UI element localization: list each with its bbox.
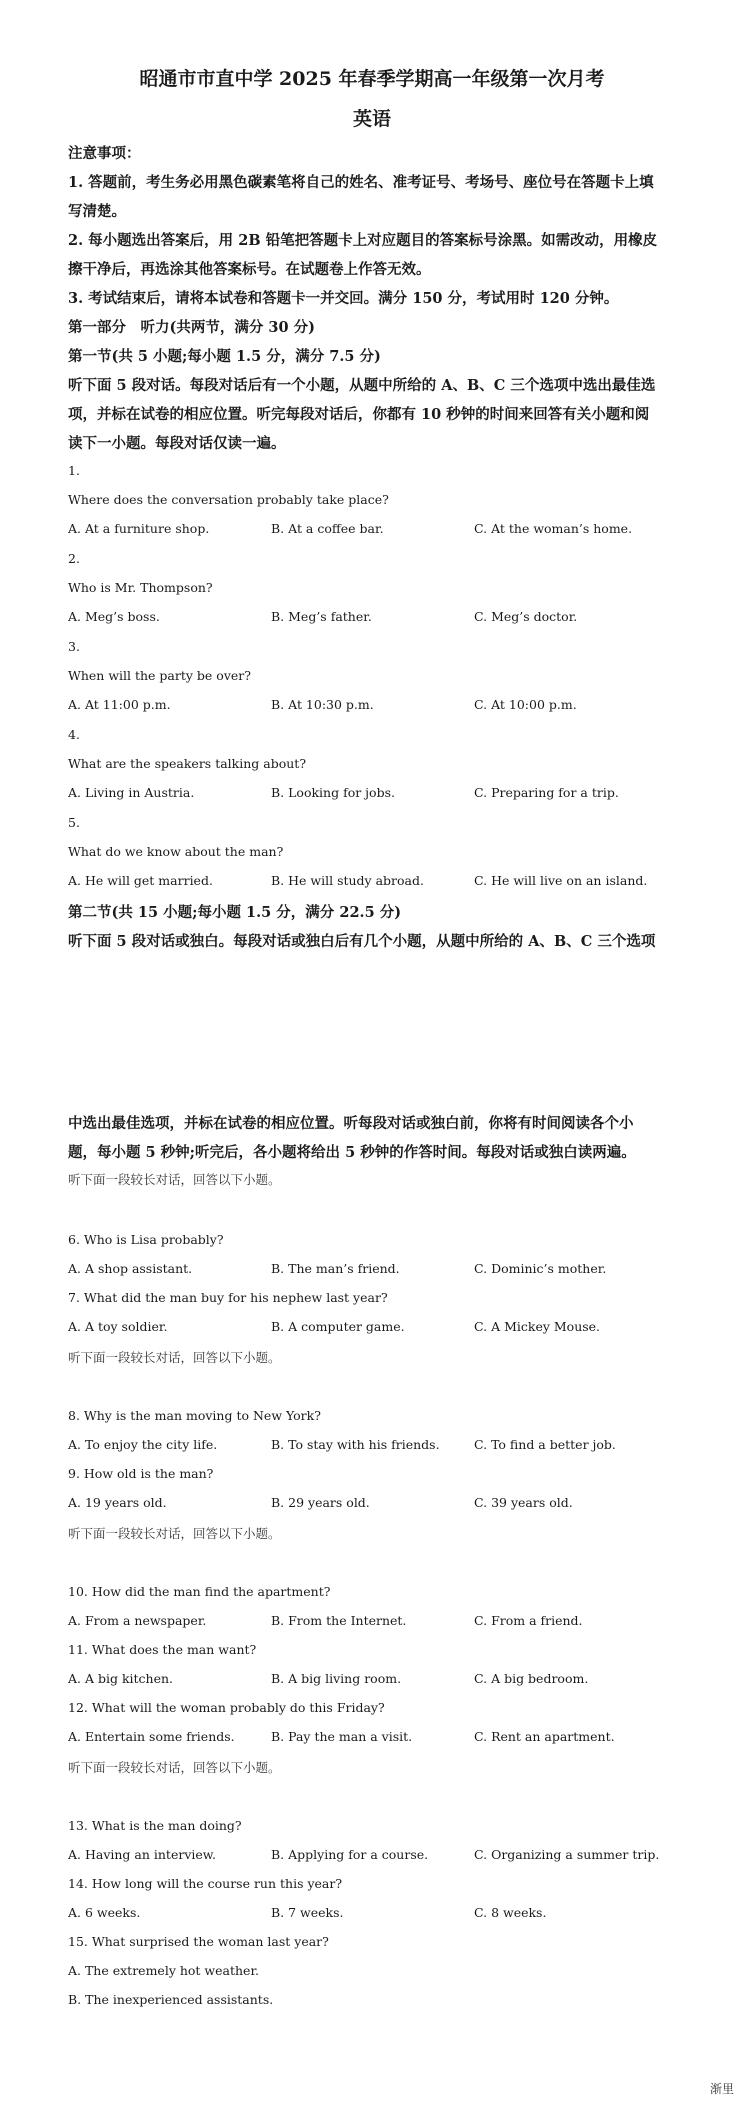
- option-a: A. 6 weeks.: [68, 1905, 141, 1920]
- question-text: What do we know about the man?: [68, 844, 284, 859]
- notice-line: 3. 考试结束后，请将本试卷和答题卡一并交回。满分 150 分，考试用时 120 分钟。: [68, 290, 619, 307]
- section2-directions: 题，每小题 5 秒钟;听完后，各小题将给出 5 秒钟的作答时间。每段对话或独白读两遍。: [68, 1144, 636, 1161]
- question-options: [68, 1495, 688, 1513]
- option-b: B. Applying for a course.: [271, 1847, 429, 1862]
- option-b: B. 7 weeks.: [271, 1905, 344, 1920]
- option-c: C. Organizing a summer trip.: [474, 1847, 660, 1862]
- section2-directions: 听下面 5 段对话或独白。每段对话或独白后有几个小题，从题中所给的 A、B、C 三个选项: [68, 933, 656, 950]
- notice-line: 写清楚。: [68, 203, 126, 220]
- question-options: [68, 873, 688, 891]
- option-b: B. The inexperienced assistants.: [68, 1992, 274, 2007]
- option-c: C. To find a better job.: [474, 1437, 616, 1452]
- option-a: A. To enjoy the city life.: [68, 1437, 218, 1452]
- option-a: A. A shop assistant.: [68, 1261, 193, 1276]
- option-a: A. Meg’s boss.: [68, 609, 160, 624]
- option-a: A. Having an interview.: [68, 1847, 216, 1862]
- section1-heading: 第一节(共 5 小题;每小题 1.5 分，满分 7.5 分): [68, 348, 381, 365]
- option-a: A. A big kitchen.: [68, 1671, 174, 1686]
- option-b: B. At 10:30 p.m.: [271, 697, 374, 712]
- section1-directions: 听下面 5 段对话。每段对话后有一个小题，从题中所给的 A、B、C 三个选项中选出最佳选: [68, 377, 656, 394]
- question-number: 1.: [68, 463, 80, 478]
- option-b: B. From the Internet.: [271, 1613, 407, 1628]
- option-b: B. He will study abroad.: [271, 873, 424, 888]
- question-options: [68, 1905, 688, 1923]
- question-number: 5.: [68, 815, 80, 830]
- question-options: [68, 1319, 688, 1337]
- option-c: C. A big bedroom.: [474, 1671, 589, 1686]
- option-b: B. A computer game.: [271, 1319, 405, 1334]
- question-text: 11. What does the man want?: [68, 1642, 257, 1657]
- option-b: B. 29 years old.: [271, 1495, 370, 1510]
- option-b: B. A big living room.: [271, 1671, 402, 1686]
- option-a: A. A toy soldier.: [68, 1319, 168, 1334]
- question-text: 15. What surprised the woman last year?: [68, 1934, 329, 1949]
- option-a: A. Living in Austria.: [68, 785, 195, 800]
- question-options: [68, 1437, 688, 1455]
- question-number: 2.: [68, 551, 80, 566]
- question-number: 4.: [68, 727, 80, 742]
- option-b: B. To stay with his friends.: [271, 1437, 440, 1452]
- part1-heading: 第一部分 听力(共两节，满分 30 分): [68, 319, 315, 336]
- exam-title: 昭通市市直中学 2025 年春季学期高一年级第一次月考: [139, 68, 605, 90]
- option-b: B. Meg’s father.: [271, 609, 372, 624]
- question-text: 14. How long will the course run this year?: [68, 1876, 343, 1891]
- question-text: Where does the conversation probably take place?: [68, 492, 389, 507]
- option-a: A. He will get married.: [68, 873, 213, 888]
- option-c: C. Preparing for a trip.: [474, 785, 619, 800]
- question-text: 6. Who is Lisa probably?: [68, 1232, 224, 1247]
- section2-heading: 第二节(共 15 小题;每小题 1.5 分，满分 22.5 分): [68, 904, 402, 921]
- option-a: A. From a newspaper.: [68, 1613, 207, 1628]
- notice-heading: 注意事项：: [68, 145, 141, 162]
- question-text: When will the party be over?: [68, 668, 251, 683]
- question-options: [68, 1729, 688, 1747]
- listening-instruction: 听下面一段较长对话，回答以下小题。: [68, 1526, 281, 1541]
- question-options: [68, 785, 688, 803]
- option-c: C. From a friend.: [474, 1613, 583, 1628]
- question-options: [68, 1613, 688, 1631]
- question-text: 8. Why is the man moving to New York?: [68, 1408, 321, 1423]
- option-a: A. At 11:00 p.m.: [68, 697, 171, 712]
- question-options: [68, 521, 688, 539]
- question-text: 13. What is the man doing?: [68, 1818, 242, 1833]
- question-options: [68, 1261, 688, 1279]
- question-text: What are the speakers talking about?: [68, 756, 307, 771]
- question-options: [68, 1847, 688, 1865]
- question-options: [68, 1671, 688, 1689]
- option-b: B. Pay the man a visit.: [271, 1729, 413, 1744]
- notice-line: 1. 答题前，考生务必用黑色碳素笔将自己的姓名、准考证号、考场号、座位号在答题卡上填: [68, 174, 654, 191]
- footer-mark: 渐里: [709, 2082, 734, 2096]
- notice-line: 擦干净后，再选涂其他答案标号。在试题卷上作答无效。: [68, 261, 431, 278]
- question-text: Who is Mr. Thompson?: [68, 580, 213, 595]
- option-a: A. Entertain some friends.: [68, 1729, 235, 1744]
- option-b: B. Looking for jobs.: [271, 785, 395, 800]
- notice-line: 2. 每小题选出答案后，用 2B 铅笔把答题卡上对应题目的答案标号涂黑。如需改动，用橡皮: [68, 232, 658, 249]
- question-options: [68, 609, 688, 627]
- question-text: 7. What did the man buy for his nephew last year?: [68, 1290, 388, 1305]
- option-b: B. The man’s friend.: [271, 1261, 400, 1276]
- section2-directions: 中选出最佳选项，并标在试卷的相应位置。听每段对话或独白前，你将有时间阅读各个小: [68, 1115, 634, 1132]
- question-options: [68, 697, 688, 715]
- exam-subject: 英语: [352, 108, 391, 130]
- listening-instruction: 听下面一段较长对话，回答以下小题。: [68, 1350, 281, 1365]
- option-a: A. The extremely hot weather.: [68, 1963, 260, 1978]
- option-c: C. At 10:00 p.m.: [474, 697, 577, 712]
- option-c: C. A Mickey Mouse.: [474, 1319, 601, 1334]
- listening-instruction: 听下面一段较长对话，回答以下小题。: [68, 1760, 281, 1775]
- question-text: 10. How did the man find the apartment?: [68, 1584, 331, 1599]
- section1-directions: 读下一小题。每段对话仅读一遍。: [68, 435, 286, 452]
- option-c: C. 8 weeks.: [474, 1905, 547, 1920]
- option-c: C. Dominic’s mother.: [474, 1261, 607, 1276]
- option-c: C. Meg’s doctor.: [474, 609, 578, 624]
- option-c: C. 39 years old.: [474, 1495, 573, 1510]
- option-c: C. He will live on an island.: [474, 873, 648, 888]
- option-c: C. At the woman’s home.: [474, 521, 633, 536]
- option-c: C. Rent an apartment.: [474, 1729, 615, 1744]
- listening-instruction: 听下面一段较长对话，回答以下小题。: [68, 1172, 281, 1187]
- question-text: 12. What will the woman probably do this Friday?: [68, 1700, 385, 1715]
- option-a: A. 19 years old.: [68, 1495, 167, 1510]
- question-text: 9. How old is the man?: [68, 1466, 214, 1481]
- section1-directions: 项，并标在试卷的相应位置。听完每段对话后，你都有 10 秒钟的时间来回答有关小题和阅: [68, 406, 650, 423]
- option-a: A. At a furniture shop.: [68, 521, 210, 536]
- option-b: B. At a coffee bar.: [271, 521, 384, 536]
- question-number: 3.: [68, 639, 80, 654]
